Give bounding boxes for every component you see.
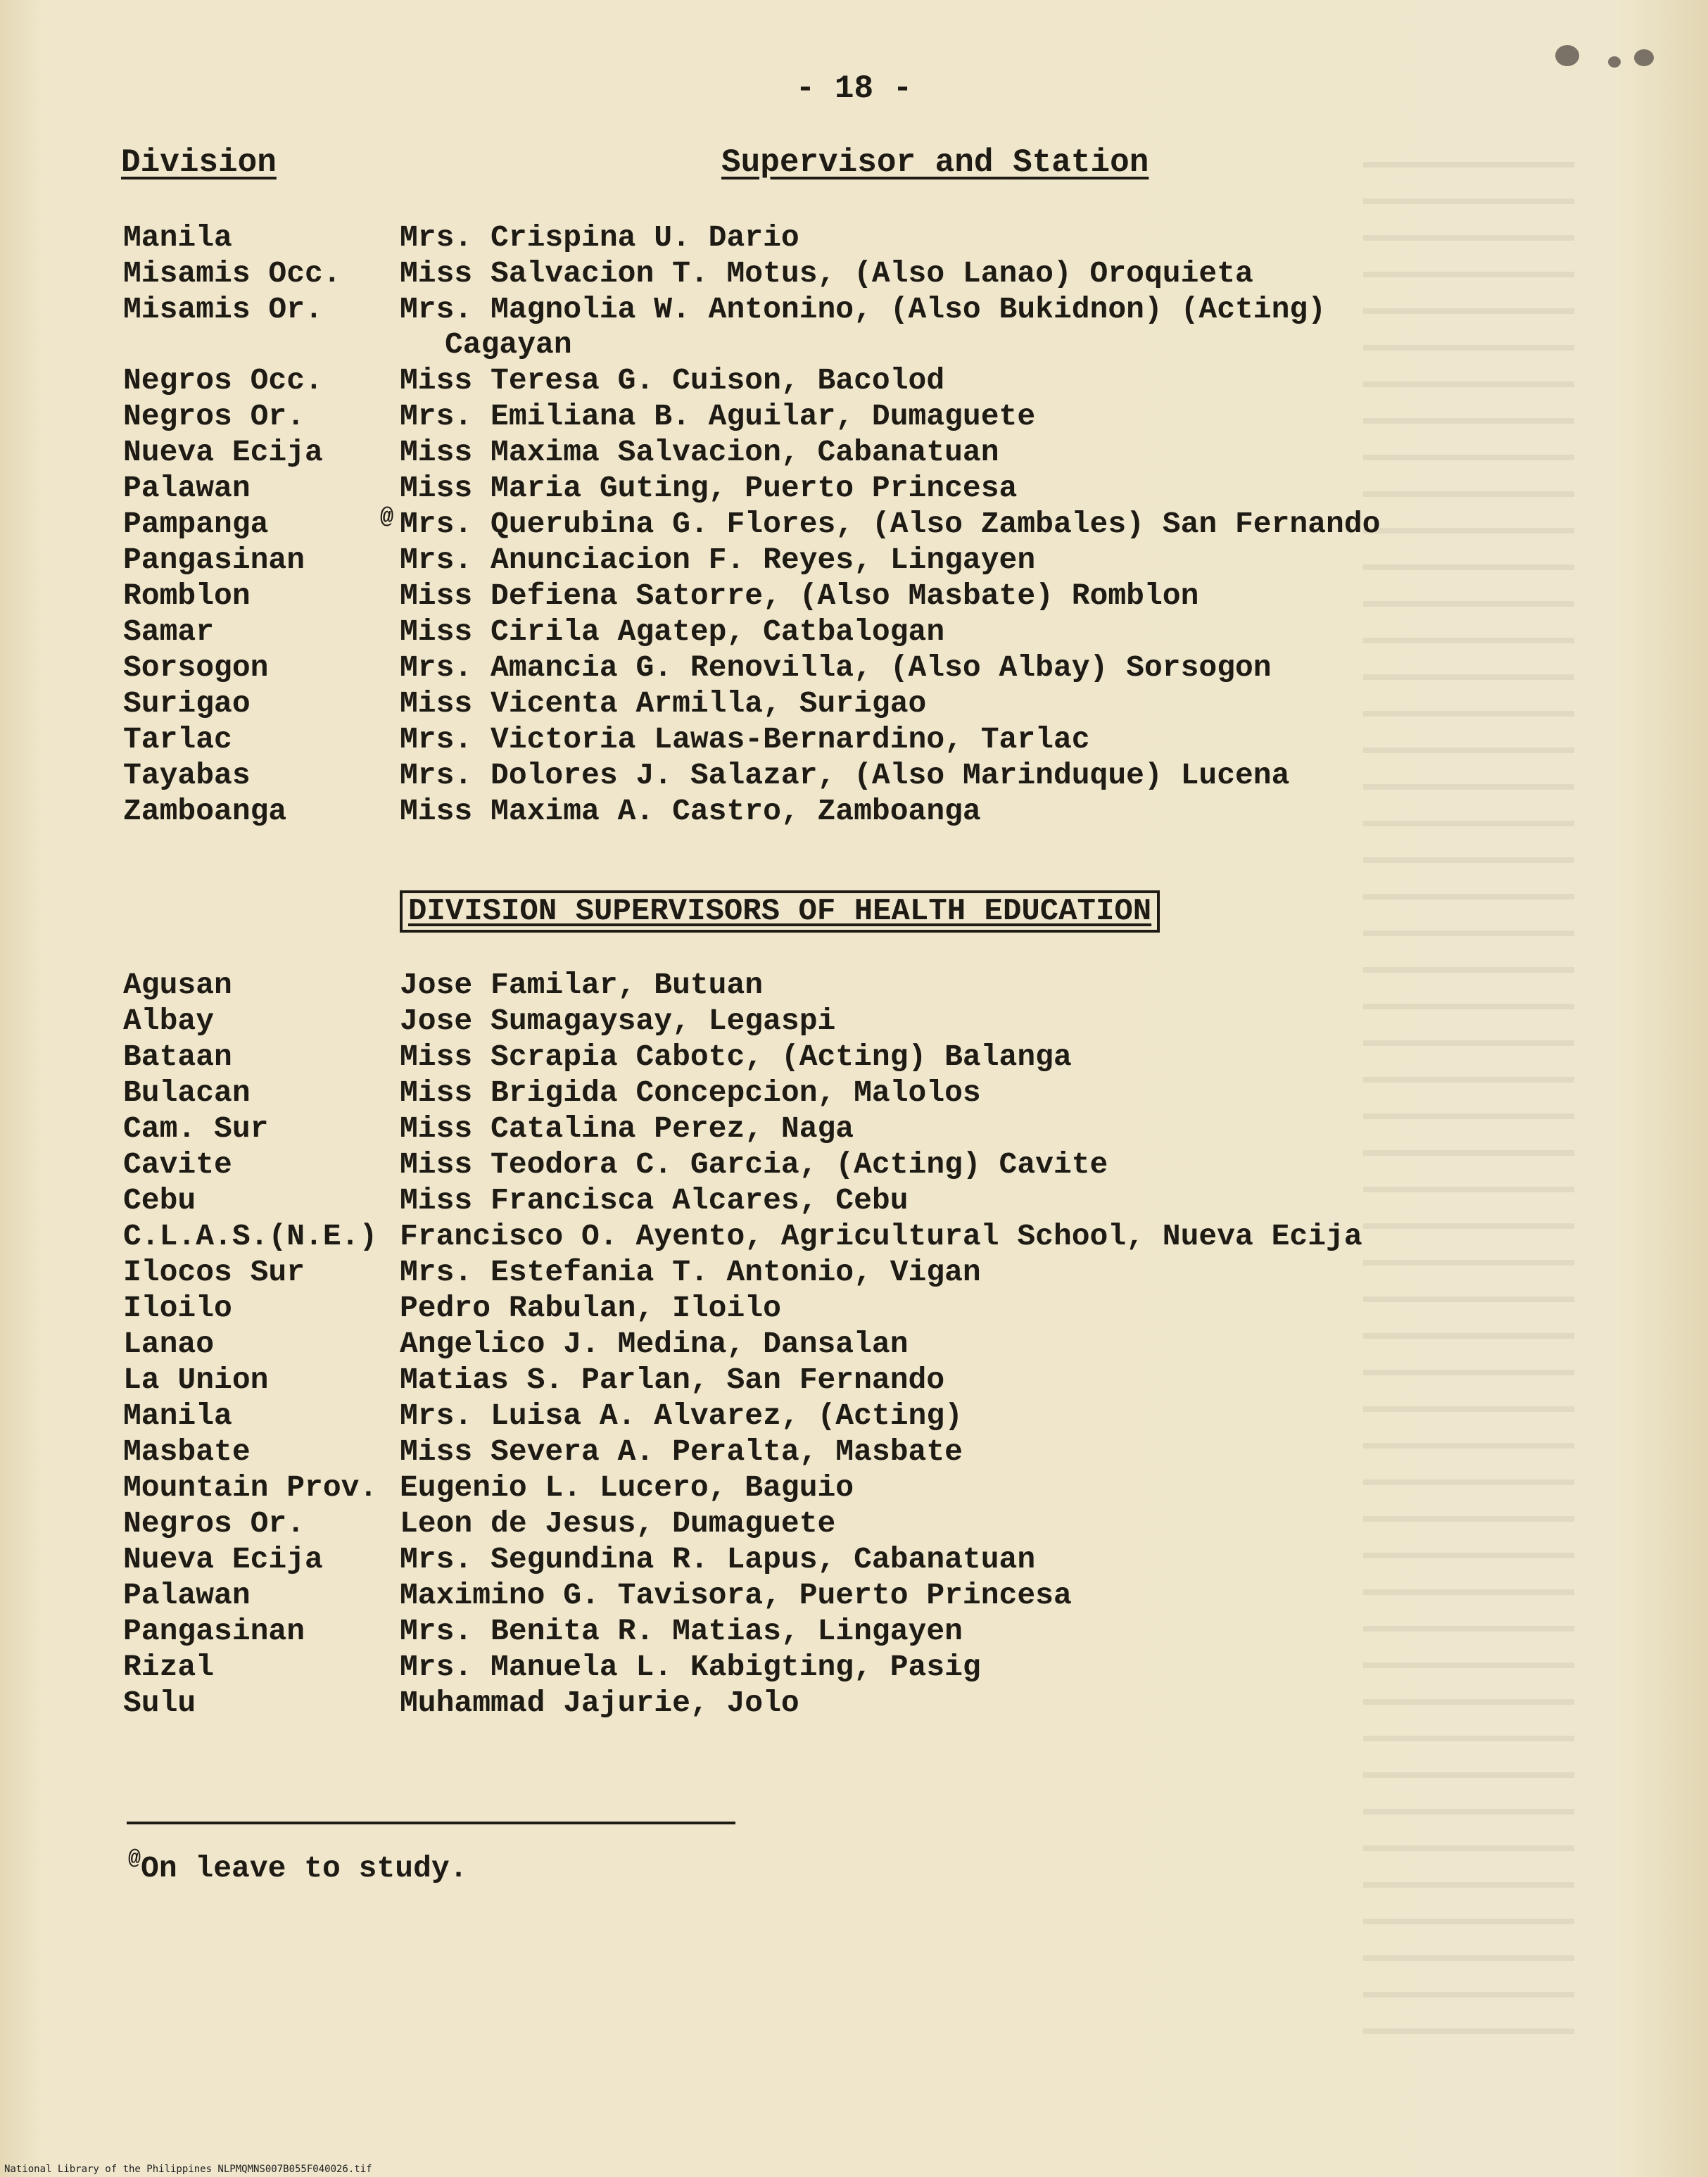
list-item — [0, 1398, 1708, 1434]
list-item — [0, 1541, 1708, 1577]
division-name: Iloilo — [123, 1291, 232, 1325]
list-item — [0, 967, 1708, 1003]
list-item — [0, 614, 1708, 650]
division-name: Nueva Ecija — [123, 1542, 323, 1577]
supervisor-station: Mrs. Benita R. Matias, Lingayen — [400, 1614, 963, 1648]
division-name: Mountain Prov. — [123, 1470, 378, 1505]
division-name: Samar — [123, 614, 215, 649]
punch-hole — [1634, 49, 1654, 66]
supervisor-station: Miss Salvacion T. Motus, (Also Lanao) Oroquieta — [400, 256, 1253, 291]
list-item — [0, 542, 1708, 578]
division-name: Tayabas — [123, 758, 251, 793]
supervisor-station: Miss Maxima Salvacion, Cabanatuan — [400, 435, 999, 469]
list-item — [0, 1111, 1708, 1147]
division-name: Misamis Occ. — [123, 256, 341, 291]
division-name: Manila — [123, 220, 232, 255]
list-item — [0, 362, 1708, 398]
division-name: Lanao — [123, 1327, 215, 1361]
list-item — [0, 470, 1708, 506]
supervisor-station: Mrs. Querubina G. Flores, (Also Zambales) San Fernando — [400, 507, 1381, 541]
supervisor-station: Miss Defiena Satorre, (Also Masbate) Romblon — [400, 579, 1199, 613]
division-name: La Union — [123, 1363, 269, 1397]
list-item — [0, 686, 1708, 721]
supervisor-station: Muhammad Jajurie, Jolo — [400, 1686, 799, 1720]
supervisor-station: Miss Severa A. Peralta, Masbate — [400, 1434, 963, 1469]
list-item — [0, 1003, 1708, 1039]
list-item — [0, 398, 1708, 434]
health-section-title: DIVISION SUPERVISORS OF HEALTH EDUCATION — [400, 890, 1160, 933]
supervisor-station: Miss Cirila Agatep, Catbalogan — [400, 614, 945, 649]
division-name: Negros Or. — [123, 399, 305, 434]
division-name: Masbate — [123, 1434, 251, 1469]
on-leave-marker: @ — [380, 504, 394, 530]
supervisor-column-header: Supervisor and Station — [721, 144, 1149, 181]
supervisor-station: Jose Familar, Butuan — [400, 968, 764, 1002]
list-item — [0, 1075, 1708, 1111]
list-item — [0, 1182, 1708, 1218]
supervisor-station: Francisco O. Ayento, Agricultural School, Nueva Ecija — [400, 1219, 1362, 1254]
division-name: Romblon — [123, 579, 251, 613]
division-name: Misamis Or. — [123, 292, 323, 327]
supervisor-station: Mrs. Crispina U. Dario — [400, 220, 799, 255]
division-name: Negros Occ. — [123, 363, 323, 398]
health-supervisors-list — [0, 967, 1708, 1721]
list-item-continuation — [0, 327, 1708, 362]
division-name: Negros Or. — [123, 1506, 305, 1541]
supervisor-station: Maximino G. Tavisora, Puerto Princesa — [400, 1578, 1072, 1613]
page-number: - 18 - — [795, 70, 913, 107]
division-name: Pangasinan — [123, 1614, 305, 1648]
list-item — [0, 650, 1708, 686]
supervisors-list — [0, 220, 1708, 829]
division-name: Bataan — [123, 1040, 232, 1074]
list-item — [0, 1470, 1708, 1506]
footnote — [128, 1847, 468, 1886]
list-item — [0, 1039, 1708, 1075]
list-item — [0, 1613, 1708, 1649]
supervisor-station: Miss Teresa G. Cuison, Bacolod — [400, 363, 945, 398]
division-column-header: Division — [121, 144, 277, 181]
supervisor-station: Mrs. Amancia G. Renovilla, (Also Albay) Sorsogon — [400, 650, 1272, 685]
supervisor-station: Pedro Rabulan, Iloilo — [400, 1291, 781, 1325]
supervisor-station: Mrs. Victoria Lawas-Bernardino, Tarlac — [400, 722, 1090, 757]
division-name: Ilocos Sur — [123, 1255, 305, 1289]
list-item — [0, 1434, 1708, 1470]
supervisor-station: Mrs. Segundina R. Lapus, Cabanatuan — [400, 1542, 1036, 1577]
supervisor-station: Miss Brigida Concepcion, Malolos — [400, 1075, 981, 1110]
supervisor-station: Miss Catalina Perez, Naga — [400, 1111, 854, 1146]
list-item — [0, 291, 1708, 327]
supervisor-station: Mrs. Manuela L. Kabigting, Pasig — [400, 1650, 981, 1684]
supervisor-station: Angelico J. Medina, Dansalan — [400, 1327, 909, 1361]
list-item — [0, 506, 1708, 542]
list-item — [0, 255, 1708, 291]
supervisor-station: Miss Teodora C. Garcia, (Acting) Cavite — [400, 1147, 1108, 1182]
supervisor-station: Miss Maria Guting, Puerto Princesa — [400, 471, 1018, 505]
division-name: Zamboanga — [123, 794, 287, 828]
list-item — [0, 1577, 1708, 1613]
list-item — [0, 1290, 1708, 1326]
division-name: Pangasinan — [123, 543, 305, 577]
supervisor-station: Mrs. Magnolia W. Antonino, (Also Bukidnon) (Acting) — [400, 292, 1327, 327]
division-name: Cavite — [123, 1147, 232, 1182]
division-name: Palawan — [123, 471, 251, 505]
division-name: Surigao — [123, 686, 251, 721]
list-item — [0, 793, 1708, 829]
supervisor-station: Miss Francisca Alcares, Cebu — [400, 1183, 909, 1218]
library-caption: National Library of the Philippines NLPMQMNS007B055F040026.tif — [4, 2164, 372, 2175]
division-name: Cebu — [123, 1183, 196, 1218]
list-item — [0, 1218, 1708, 1254]
supervisor-station: Eugenio L. Lucero, Baguio — [400, 1470, 854, 1505]
punch-hole — [1608, 56, 1621, 68]
supervisor-station: Matias S. Parlan, San Fernando — [400, 1363, 945, 1397]
division-name: Nueva Ecija — [123, 435, 323, 469]
division-name: C.L.A.S.(N.E.) — [123, 1219, 378, 1254]
list-item — [0, 1362, 1708, 1398]
division-name: Albay — [123, 1004, 215, 1038]
punch-hole — [1555, 45, 1579, 66]
list-item — [0, 578, 1708, 614]
division-name: Bulacan — [123, 1075, 251, 1110]
supervisor-station: Mrs. Luisa A. Alvarez, (Acting) — [400, 1399, 963, 1433]
division-name: Sorsogon — [123, 650, 269, 685]
supervisor-station: Mrs. Estefania T. Antonio, Vigan — [400, 1255, 981, 1289]
supervisor-station: Miss Vicenta Armilla, Surigao — [400, 686, 927, 721]
supervisor-station: Mrs. Dolores J. Salazar, (Also Marinduque) Lucena — [400, 758, 1290, 793]
list-item — [0, 721, 1708, 757]
supervisor-station-continued: Cagayan — [445, 327, 572, 362]
list-item — [0, 1326, 1708, 1362]
division-name: Palawan — [123, 1578, 251, 1613]
supervisor-station: Mrs. Emiliana B. Aguilar, Dumaguete — [400, 399, 1036, 434]
list-item — [0, 220, 1708, 255]
supervisor-station: Mrs. Anunciacion F. Reyes, Lingayen — [400, 543, 1036, 577]
division-name: Tarlac — [123, 722, 232, 757]
division-name: Agusan — [123, 968, 232, 1002]
list-item — [0, 1254, 1708, 1290]
division-name: Pampanga — [123, 507, 269, 541]
footnote-marker: @ — [128, 1847, 141, 1871]
division-name: Rizal — [123, 1650, 215, 1684]
list-item — [0, 1506, 1708, 1541]
supervisor-station: Jose Sumagaysay, Legaspi — [400, 1004, 836, 1038]
footnote-text: On leave to study. — [141, 1851, 468, 1886]
list-item — [0, 1685, 1708, 1721]
division-name: Manila — [123, 1399, 232, 1433]
division-name: Sulu — [123, 1686, 196, 1720]
footnote-divider — [127, 1822, 735, 1824]
supervisor-station: Miss Maxima A. Castro, Zamboanga — [400, 794, 981, 828]
list-item — [0, 1147, 1708, 1182]
list-item — [0, 1649, 1708, 1685]
list-item — [0, 434, 1708, 470]
supervisor-station: Miss Scrapia Cabotc, (Acting) Balanga — [400, 1040, 1072, 1074]
supervisor-station: Leon de Jesus, Dumaguete — [400, 1506, 836, 1541]
list-item — [0, 757, 1708, 793]
division-name: Cam. Sur — [123, 1111, 269, 1146]
